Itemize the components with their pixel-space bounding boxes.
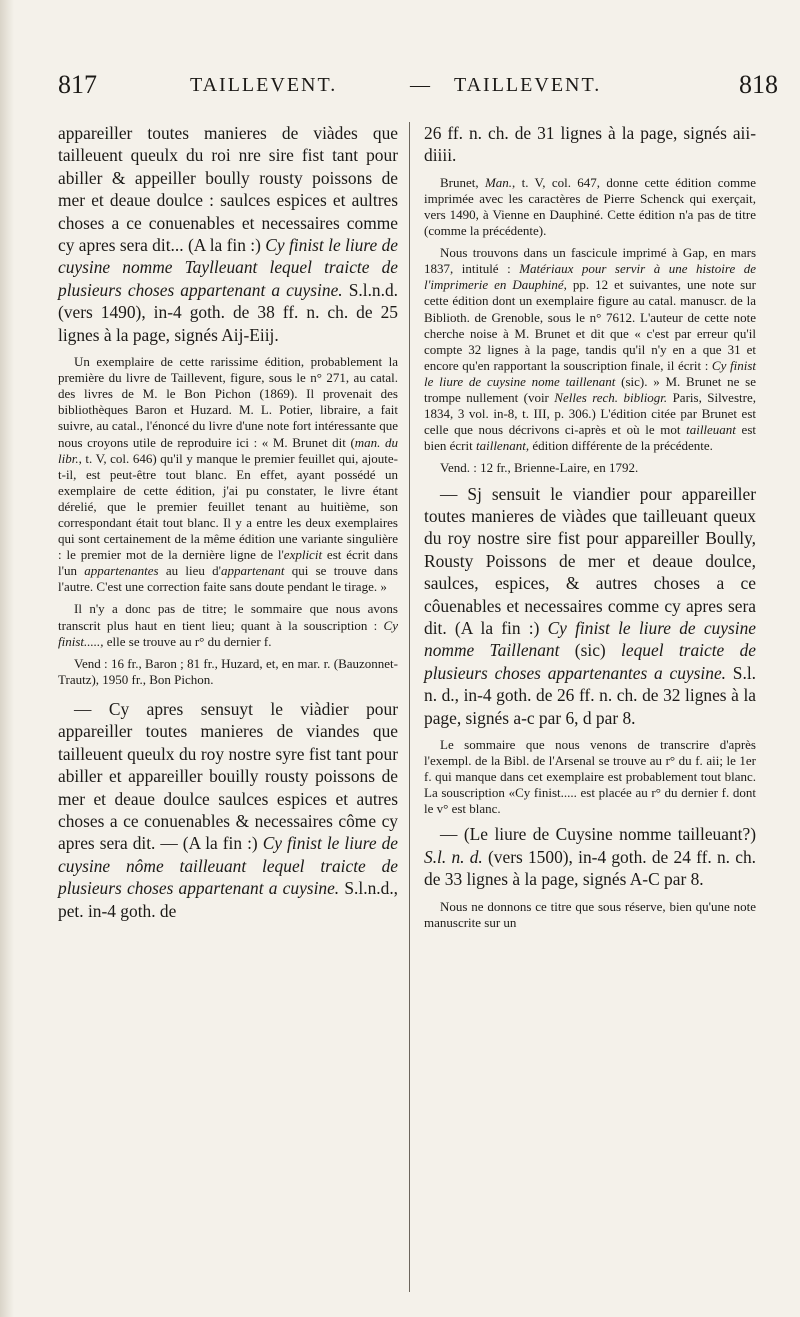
entry-text: appareiller toutes manieres de viàdes que tailleuent queulx du roi nre sire fist tant pour abiller & appeiller boully rousty poissons de mer et deaue doulce : saulces espices et aultres choses a ce conuenables et necessaires comme cy apres sera dit... (A la fin :) Cy finist le liure de cuysine nomme Taylleuant lequel traicte de plusieurs choses appartenant a cuysine. S.l.n.d. (vers 1490), in-4 goth. de 38 ff. n. ch. de 25 lignes à la page, signés Aij-Eiij. [58, 123, 398, 345]
bibliographic-note: Le sommaire que nous venons de transcrire d'après l'exempl. de la Bibl. de l'Arsenal se trouve au r° du f. aii; le 1er f. qui manque dans cet exemplaire est probablement tout blanc. La souscription «Cy finist..... est placée au r° du dernier f. dont le v° est blanc. [424, 736, 756, 817]
bibliographic-note: Brunet, Man., t. V, col. 647, donne cette édition comme imprimée avec les caractères de Pierre Schenck qui exerçait, vers 1490, à Vienne en Dauphiné. Cette édition n'a pas de titre (comme la précédente). [424, 174, 756, 239]
left-running-title: TAILLEVENT. [190, 74, 338, 96]
header-dash: — [410, 74, 430, 96]
bibliographic-note: Il n'y a donc pas de titre; le sommaire que nous avons transcrit plus haut en tient lieu; quant à la souscription : Cy finist....., elle se trouve au r° du dernier f. [58, 601, 398, 649]
page-binding-shadow [0, 0, 14, 1317]
right-page-number: 818 [739, 70, 778, 99]
entry-text: — (Le liure de Cuysine nomme tailleuant?) S.l. n. d. (vers 1500), in-4 goth. de 24 ff. n. ch. de 33 lignes à la page, signés A-C par 8. [424, 824, 756, 890]
sale-note: Vend : 16 fr., Baron ; 81 fr., Huzard, et, en mar. r. (Bauzonnet-Trautz), 1950 fr., Bon Pichon. [58, 655, 398, 687]
bibliographic-note: Nous trouvons dans un fascicule imprimé à Gap, en mars 1837, intitulé : Matériaux pour servir à une histoire de l'imprimerie en Dauphiné, pp. 12 et suivantes, une note sur cette édition dont un exemplaire figure au catal. manuscr. de la Biblioth. de Grenoble, sous le n° 7612. L'auteur de cette note cherche noise à M. Brunet et dit que « c'est par erreur qu'il compte 32 lignes à la page, tandis qu'il n'y en a que 31 et encore qu'en rapportant la souscription finale, il écrit : Cy finist le liure de cuysine nome taillenant (sic). » M. Brunet ne se trompe nullement (voir Nelles rech. bibliogr. Paris, Silvestre, 1834, 3 vol. in-8, t. III, p. 306.) L'édition citée par Brunet est celle que nous décrivons ci-après et où le mot tailleuant est bien écrit taillenant, édition différente de la précédente. [424, 245, 757, 454]
column-divider [409, 122, 410, 1292]
left-page-number: 817 [58, 70, 97, 99]
entry-text: 26 ff. n. ch. de 31 lignes à la page, signés aii-diiii. [424, 123, 756, 166]
page-header [0, 70, 800, 110]
sale-note: Vend. : 12 fr., Brienne-Laire, en 1792. [440, 460, 639, 476]
entry-text: — Sj sensuit le viandier pour appareiller toutes manieres de viàdes que tailleuant queux du roy nostre sire fist pour appareiller Boully, Rousty Poissons de mer et deaue doulce, saulces, espices, & autres choses a ce côuenables et necessaires comme cy apres sera dit. (A la fin :) Cy finist le liure de cuysine nomme Taillenant (sic) lequel traicte de plusieurs choses appartenantes a cuysine. S.l. n. d., in-4 goth. de 26 ff. n. ch. de 32 lignes à la page, signés a-c par 6, d par 8. [424, 483, 757, 728]
bibliographic-note: Nous ne donnons ce titre que sous réserve, bien qu'une note manuscrite sur un [424, 898, 756, 930]
bibliographic-note: Un exemplaire de cette rarissime édition, probablement la première du livre de Taillevent, figure, sous le n° 271, au catal. des livres de M. le Bon Pichon (1869). Il provenait des bibliothèques Baron et Huzard. M. L. Potier, libraire, a fait suivre, au catal., l'énoncé du livre d'une note fort intéressante que nous croyons utile de reproduire ici : « M. Brunet dit (man. du libr., t. V, col. 646) qu'il y manque le premier feuillet qui, ajoute-t-il, est peut-être tout blanc. En effet, ayant possédé un exemplaire de cette édition, j'ai pu constater, le livre étant dérelié, que le premier feuillet tenant au huitième, son correspondant était tout blanc. Il y a entre les deux exemplaires qui sont certainement de la même édition une variante singulière : le premier mot de la dernière ligne de l'explicit est écrit dans l'un appartenantes au lieu d'appartenant qui se trouve dans l'autre. C'est une correction faite sans doute pendant le tirage. » [58, 354, 398, 595]
right-column [424, 122, 756, 937]
left-column [58, 122, 398, 930]
right-running-title: TAILLEVENT. [454, 74, 602, 96]
entry-text: — Cy apres sensuyt le viàdier pour appareiller toutes manieres de viandes que tailleuent queulx du roy nostre syre fist tant pour abiller et appareiller bouilly rousty poissons de mer et deaue doulce saulces espices et autres choses a ce conuenables & necessaires côme cy apres sera dit. — (A la fin :) Cy finist le liure de cuysine nôme tailleuant lequel traicte de plusieurs choses appartenant a cuysine. S.l.n.d., pet. in-4 goth. de [58, 698, 399, 921]
